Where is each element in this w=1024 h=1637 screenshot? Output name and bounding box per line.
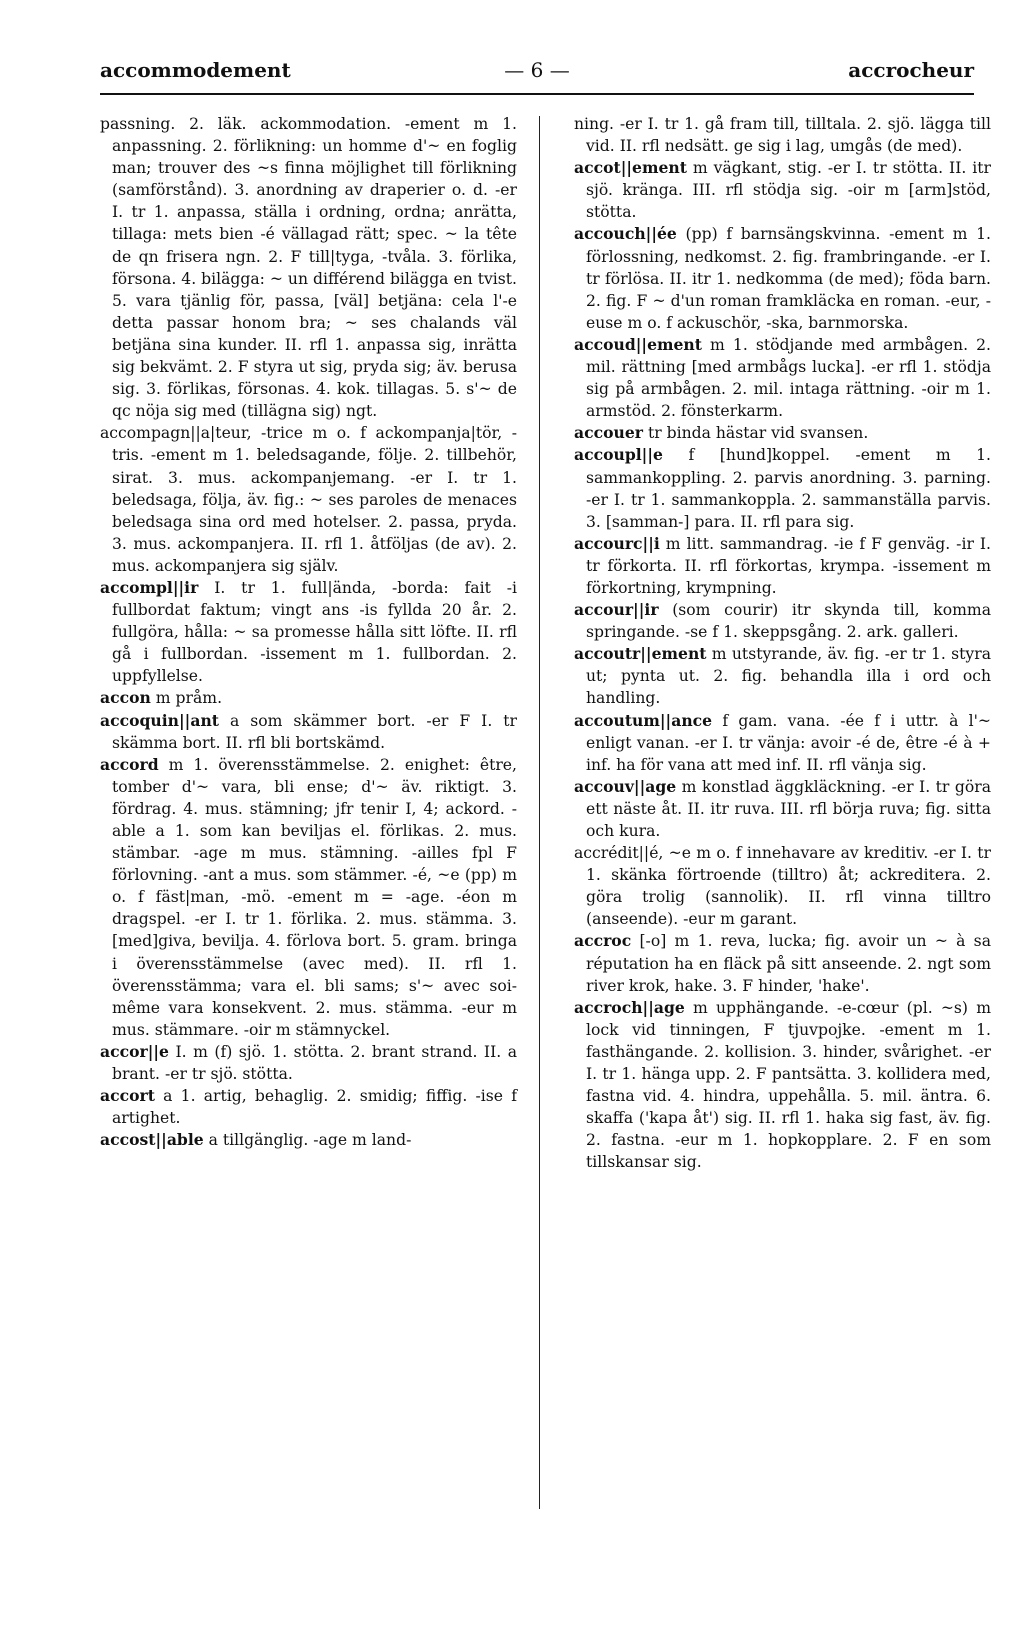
dictionary-entry: accrédit||é, ~e m o. f innehavare av kreditiv. -er I. tr 1. skänka förtroende (tilltro) åt; ackreditera. 2. göra trolig (sannolik). II. rfl vinna tilltro (anseende). -eur m garant. (574, 844, 991, 929)
header-first-word: accommodement (100, 58, 291, 82)
dictionary-entry: accort a 1. artig, behaglig. 2. smidig; fiffig. -ise f artighet. (100, 1086, 517, 1128)
dictionary-entry: accompagn||a|teur, -trice m o. f ackompanja|tör, -tris. -ement m 1. beledsagande, följe. 2. tillbehör, sirat. 3. mus. ackompanjemang. -er I. tr 1. beledsaga, följa, äv. fig.: ~ ses paroles de menaces beledsaga sina ord med hotelser. 2. passa, pryda. 3. mus. ackompanjera. II. rfl 1. åtföljas (de av). 2. mus. ackompanjera sig själv. (100, 424, 517, 575)
dictionary-entry: accouch||ée (pp) f barnsängskvinna. -ement m 1. förlossning, nedkomst. 2. fig. frambringande. -er I. tr förlösa. II. itr 1. nedkomma (de med); föda barn. 2. fig. F ~ d'un roman framkläcka en roman. -eur, -euse m o. f ackuschör, -ska, barnmorska. (574, 224, 991, 332)
dictionary-entry: accouv||age m konstlad äggkläckning. -er I. tr göra ett näste åt. II. itr ruva. III. rfl börja ruva; fig. sitta och kura. (574, 776, 991, 840)
page-header (100, 58, 974, 86)
dictionary-entry: accoud||ement m 1. stödjande med armbågen. 2. mil. rättning [med armbågs lucka]. -er rfl 1. stödja sig på armbågen. 2. mil. intaga rättning. -oir m 1. armstöd. 2. fönsterkarm. (574, 334, 991, 421)
dictionary-entry: accord m 1. överensstämmelse. 2. enighet: être, tomber d'~ vara, bli ense; d'~ äv. riktigt. 3. fördrag. 4. mus. stämning; jfr tenir I, 4; ackord. -able a 1. som kan beviljas el. förlikas. 2. mus. stämbar. -age m mus. stämning. -ailles fpl F förlovning. -ant a mus. som stämmer. -é, ~e (pp) m o. f fäst|man, -mö. -ement m = -age. -éon m dragspel. -er I. tr 1. förlika. 2. mus. stämma. 3. [med]giva, bevilja. 4. förlova bort. 5. gram. bringa i överensstämmelse (avec med). II. rfl 1. överensstämma; vara el. bli sams; s'~ avec soi-même vara konsekvent. 2. mus. stämma. -eur m mus. stämmare. -oir m stämnyckel. (100, 754, 517, 1039)
dictionary-entry: ning. -er I. tr 1. gå fram till, tilltala. 2. sjö. lägga till vid. II. rfl nedsätt. ge sig i lag, umgås (de med). (574, 115, 991, 156)
page-number: — 6 — (504, 58, 570, 82)
column-divider (539, 116, 540, 1509)
left-column (100, 113, 517, 1151)
dictionary-entry: accompl||ir I. tr 1. full|ända, -borda: fait -i fullbordat faktum; vingt ans -is fyllda 20 år. 2. fullgöra, hålla: ~ sa promesse hålla sitt löfte. II. rfl gå i fullbordan. -issement m 1. fullbordan. 2. uppfyllelse. (100, 577, 517, 686)
dictionary-entry: accost||able a tillgänglig. -age m land- (100, 1130, 412, 1150)
dictionary-entry: accoupl||e f [hund]koppel. -ement m 1. sammankoppling. 2. parvis anordning. 3. parning. -er I. tr 1. sammankoppla. 2. sammanställa parvis. 3. [samman-] para. II. rfl para sig. (574, 445, 991, 531)
header-last-word: accrocheur (848, 58, 974, 82)
dictionary-entry: accoutum||ance f gam. vana. -ée f i uttr. à l'~ enligt vanan. -er I. tr vänja: avoir -é de, être -é à + inf. ha för vana att med inf. II. rfl vänja sig. (574, 710, 991, 774)
dictionary-entry: accouer tr binda hästar vid svansen. (574, 423, 869, 443)
dictionary-entry: accour||ir (som courir) itr skynda till, komma springande. -se f 1. skeppsgång. 2. ark. galleri. (574, 600, 991, 642)
dictionary-entry: accroch||age m upphängande. -e-cœur (pl. ~s) m lock vid tinningen, F tjuvpojke. -ement m 1. fasthängande. 2. kollision. 3. hinder, svårighet. -er I. tr 1. hänga upp. 2. F pantsätta. 3. kollidera med, fastna vid. 4. hindra, uppehålla. 5. mil. äntra. 6. skaffa ('kapa åt') sig. II. rfl 1. haka sig fast, äv. fig. 2. fastna. -eur m 1. hopkopplare. 2. F en som tillskansar sig. (574, 997, 991, 1172)
dictionary-entry: accor||e I. m (f) sjö. 1. stötta. 2. brant strand. II. a brant. -er tr sjö. stötta. (100, 1041, 517, 1084)
dictionary-entry: accon m pråm. (100, 688, 223, 708)
dictionary-entry: accourc||i m litt. sammandrag. -ie f F genväg. -ir I. tr förkorta. II. rfl förkortas, krympa. -issement m förkortning, krympning. (574, 533, 991, 597)
right-column (574, 113, 991, 1174)
dictionary-entry: accoquin||ant a som skämmer bort. -er F I. tr skämma bort. II. rfl bli bortskämd. (100, 710, 517, 752)
dictionary-entry: accot||ement m vägkant, stig. -er I. tr stötta. II. itr sjö. kränga. III. rfl stödja sig. -oir m [arm]stöd, stötta. (574, 158, 991, 222)
header-rule (100, 93, 974, 95)
dictionary-entry: passning. 2. läk. ackommodation. -ement m 1. anpassning. 2. förlikning: un homme d'~ en foglig man; trouver des ~s finna möjlighet till förlikning (samförstånd). 3. anordning av draperier o. d. -er I. tr 1. anpassa, ställa i ordning, ordna; anrätta, tillaga: mets bien -é vällagad rätt; spec. ~ la tête de qn frisera ngn. 2. F till|tyga, -tvåla. 3. förlika, försona. 4. bilägga: ~ un différend bilägga en tvist. 5. vara tjänlig för, passa, [väl] betjäna: cela l'-e detta passar honom bra; ~ ses chalands väl betjäna sina kunder. II. rfl 1. anpassa sig, inrätta sig bekvämt. 2. F styra ut sig, pryda sig; äv. berusa sig. 3. förlikas, försonas. 4. kok. tillagas. 5. s'~ de qc nöja sig med (tillägna sig) ngt. (100, 115, 517, 421)
dictionary-entry: accoutr||ement m utstyrande, äv. fig. -er tr 1. styra ut; pynta ut. 2. fig. behandla illa i ord och handling. (574, 644, 991, 708)
dictionary-entry: accroc [-o] m 1. reva, lucka; fig. avoir un ~ à sa réputation ha en fläck på sitt anseende. 2. ngt som river krok, hake. 3. F hinder, 'hake'. (574, 931, 991, 995)
